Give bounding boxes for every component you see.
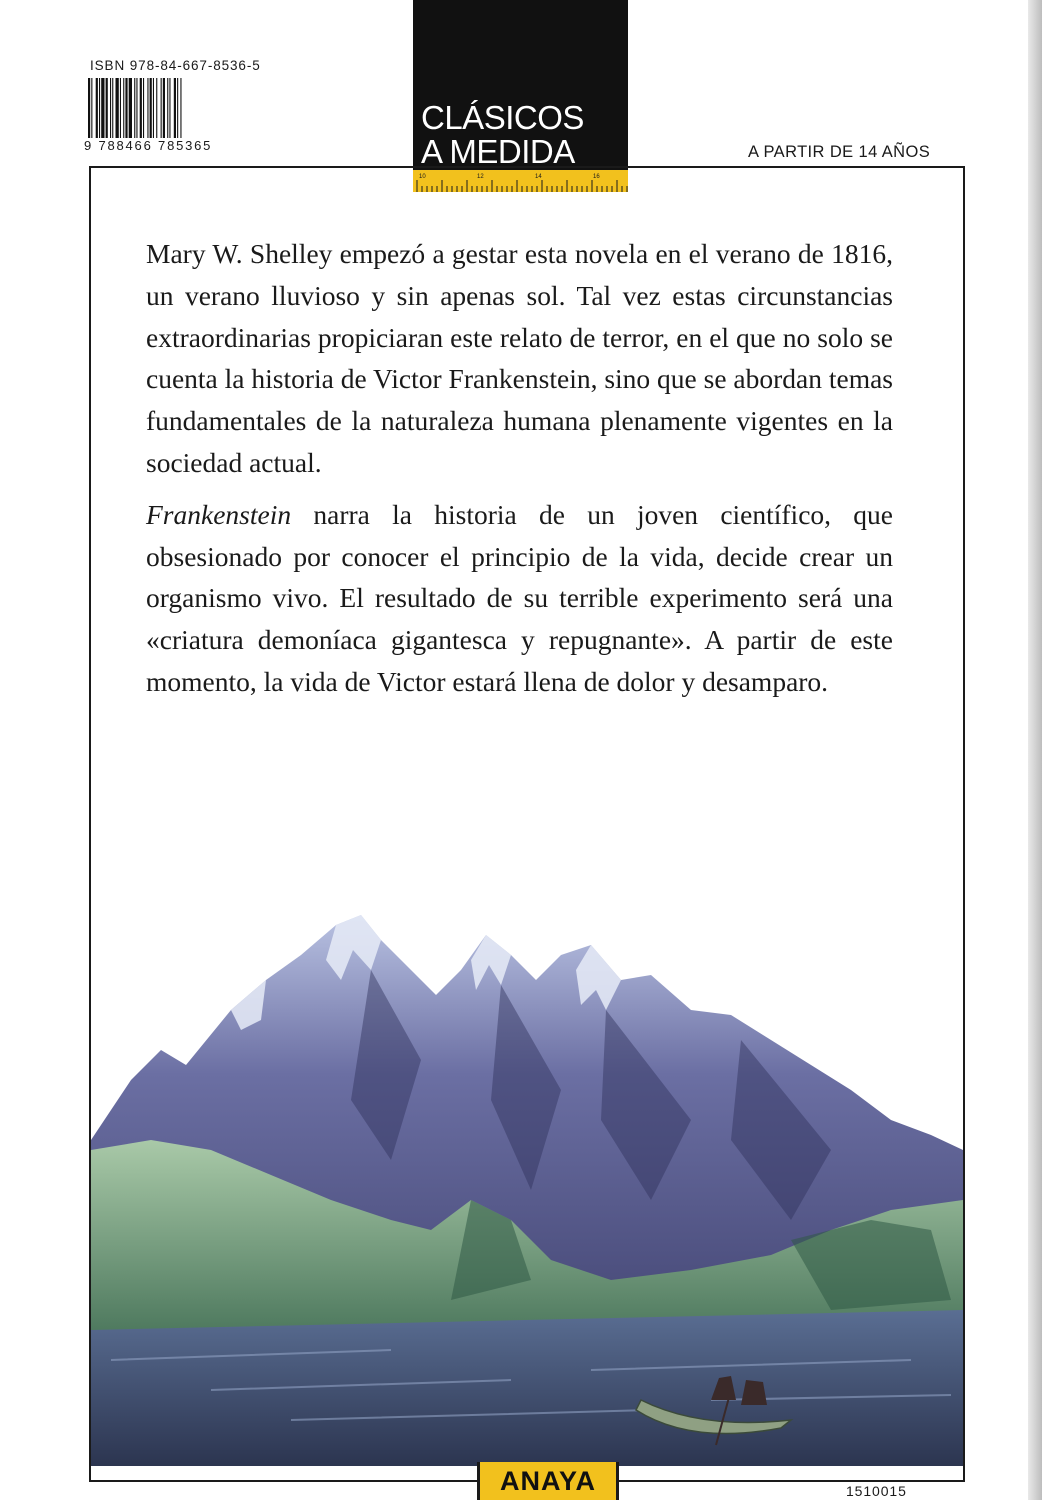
series-title-line2: A MEDIDA — [421, 133, 575, 170]
book-blurb — [146, 233, 893, 703]
ruler-number: 10 — [419, 174, 426, 180]
mountain-lake-illustration — [91, 900, 963, 1466]
barcode-image — [88, 78, 254, 138]
isbn-label: ISBN 978-84-667-8536-5 — [90, 58, 261, 73]
barcode-digits: 9 788466 785365 — [84, 138, 213, 153]
book-title: Frankenstein — [146, 498, 292, 530]
blurb-paragraph-2 — [146, 494, 893, 703]
blurb-paragraph-2-text: narra la historia de un joven científico, que obsesionado por conocer el principio de la vida, decide crear un organismo vivo. El resultado de su terrible experimento será una «criatura demoníaca gigantesca y repugnante». A partir de este momento, la vida de Victor estará llena de dolor y desamparo. — [146, 498, 893, 697]
ruler-number: 16 — [593, 174, 600, 180]
product-code: 1510015 — [846, 1483, 907, 1499]
age-recommendation: A PARTIR DE 14 AÑOS — [748, 143, 931, 161]
publisher-logo — [477, 1462, 619, 1500]
blurb-paragraph-1: Mary W. Shelley empezó a gestar esta novela en el verano de 1816, un verano lluvioso y sin apenas sol. Tal vez estas circunstancias extraordinarias propiciaran este relato de terror, en el que no solo se cuenta la historia de Victor Frankenstein, sino que se abordan temas fundamentales de la naturaleza humana plenamente vigentes en la sociedad actual. — [146, 238, 893, 478]
series-title-line1: CLÁSICOS — [421, 99, 584, 136]
page-edge-shadow — [1028, 0, 1042, 1500]
series-logo — [413, 0, 628, 170]
ruler-number: 14 — [535, 174, 542, 180]
lake-water — [91, 1310, 963, 1466]
publisher-logo-text: ANAYA — [499, 1466, 597, 1496]
ruler-number: 12 — [477, 174, 484, 180]
